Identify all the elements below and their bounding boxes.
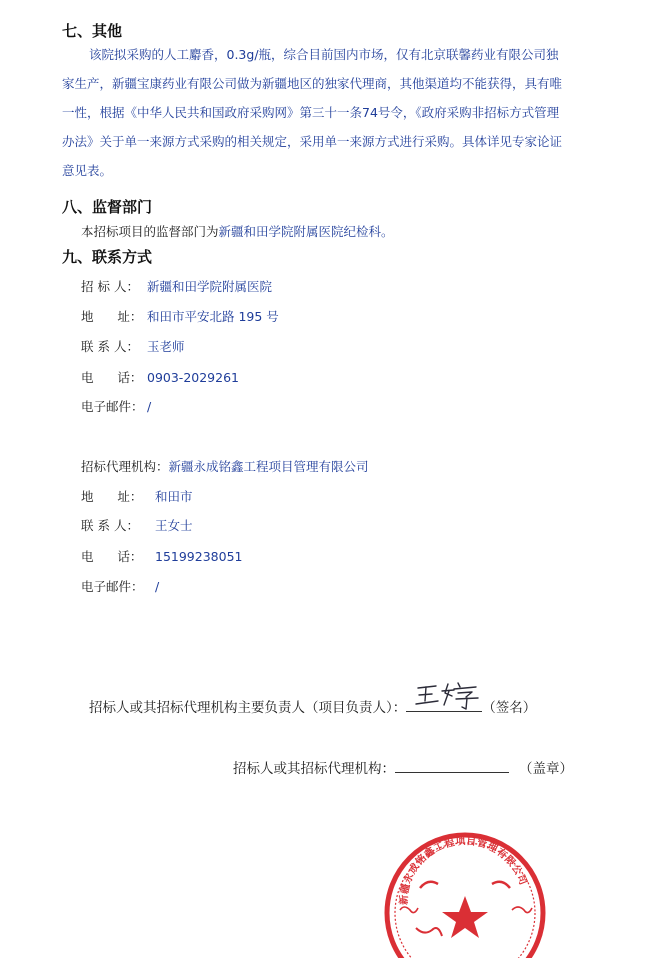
tenderer-name-row: 招 标 人： 新疆和田学院附属医院 bbox=[81, 279, 273, 294]
agency-address: 和田市 bbox=[155, 489, 193, 504]
agency-name: 新疆永成铭鑫工程项目管理有限公司 bbox=[168, 459, 369, 474]
agency-contact: 王女士 bbox=[155, 518, 193, 533]
tenderer-email: / bbox=[147, 399, 152, 414]
tenderer-contact-row: 联 系 人： 玉老师 bbox=[81, 339, 185, 354]
section-9-heading: 九、联系方式 bbox=[62, 248, 153, 266]
tenderer-name: 新疆和田学院附属医院 bbox=[147, 279, 273, 294]
signature-label: 招标人或其招标代理机构主要负责人（项目负责人）： bbox=[89, 700, 407, 716]
tenderer-address: 和田市平安北路 195 号 bbox=[147, 309, 279, 324]
tenderer-address-row: 地 址： 和田市平安北路 195 号 bbox=[81, 309, 279, 324]
agency-address-row: 地 址： 和田市 bbox=[81, 489, 193, 504]
company-seal-stamp bbox=[380, 818, 550, 958]
signature-suffix: （签名） bbox=[482, 700, 537, 716]
signature-row bbox=[89, 696, 536, 716]
paragraph-line: 该院拟采购的人工麝香，0.3g/瓶，综合目前国内市场，仅有北京联馨药业有限公司独 bbox=[89, 47, 559, 62]
handwritten-signature bbox=[414, 679, 486, 711]
agency-phone-row: 电 话： 15199238051 bbox=[81, 549, 243, 564]
agency-contact-row: 联 系 人： 王女士 bbox=[81, 518, 193, 533]
section-8-heading: 八、监督部门 bbox=[62, 198, 153, 216]
paragraph-line: 办法》关于单一来源方式采购的相关规定，采用单一来源方式进行采购。具体详见专家论证 bbox=[62, 134, 563, 149]
agency-name-row: 招标代理机构：新疆永成铭鑫工程项目管理有限公司 bbox=[81, 459, 369, 474]
section-7-paragraph bbox=[62, 40, 594, 185]
stamp-row bbox=[233, 757, 573, 777]
section-8-text bbox=[81, 222, 394, 240]
stamp-blank bbox=[395, 758, 509, 773]
tenderer-email-row: 电子邮件： / bbox=[81, 399, 152, 414]
signature-blank bbox=[406, 697, 482, 712]
agency-email: / bbox=[155, 579, 160, 594]
paragraph-line: 家生产，新疆宝康药业有限公司做为新疆地区的独家代理商，其他渠道均不能获得，具有唯 bbox=[62, 76, 563, 91]
tenderer-phone-row: 电 话： 0903-2029261 bbox=[81, 370, 239, 385]
paragraph-line: 一性，根据《中华人民共和国政府采购网》第三十一条74号令，《政府采购非招标方式管理 bbox=[62, 105, 560, 120]
stamp-label: 招标人或其招标代理机构： bbox=[233, 761, 395, 777]
supervision-prefix: 本招标项目的监督部门为 bbox=[81, 224, 219, 239]
section-7-heading: 七、其他 bbox=[62, 22, 123, 40]
tenderer-contact: 玉老师 bbox=[147, 339, 185, 354]
agency-phone: 15199238051 bbox=[155, 549, 243, 564]
agency-email-row: 电子邮件： / bbox=[81, 579, 160, 594]
svg-text:新疆永成铭鑫工程项目管理有限公司: 新疆永成铭鑫工程项目管理有限公司 bbox=[398, 836, 529, 906]
paragraph-line: 意见表。 bbox=[62, 163, 113, 178]
tenderer-phone: 0903-2029261 bbox=[147, 370, 239, 385]
supervision-dept: 新疆和田学院附属医院纪检科。 bbox=[218, 224, 394, 239]
stamp-suffix: （盖章） bbox=[519, 761, 573, 777]
